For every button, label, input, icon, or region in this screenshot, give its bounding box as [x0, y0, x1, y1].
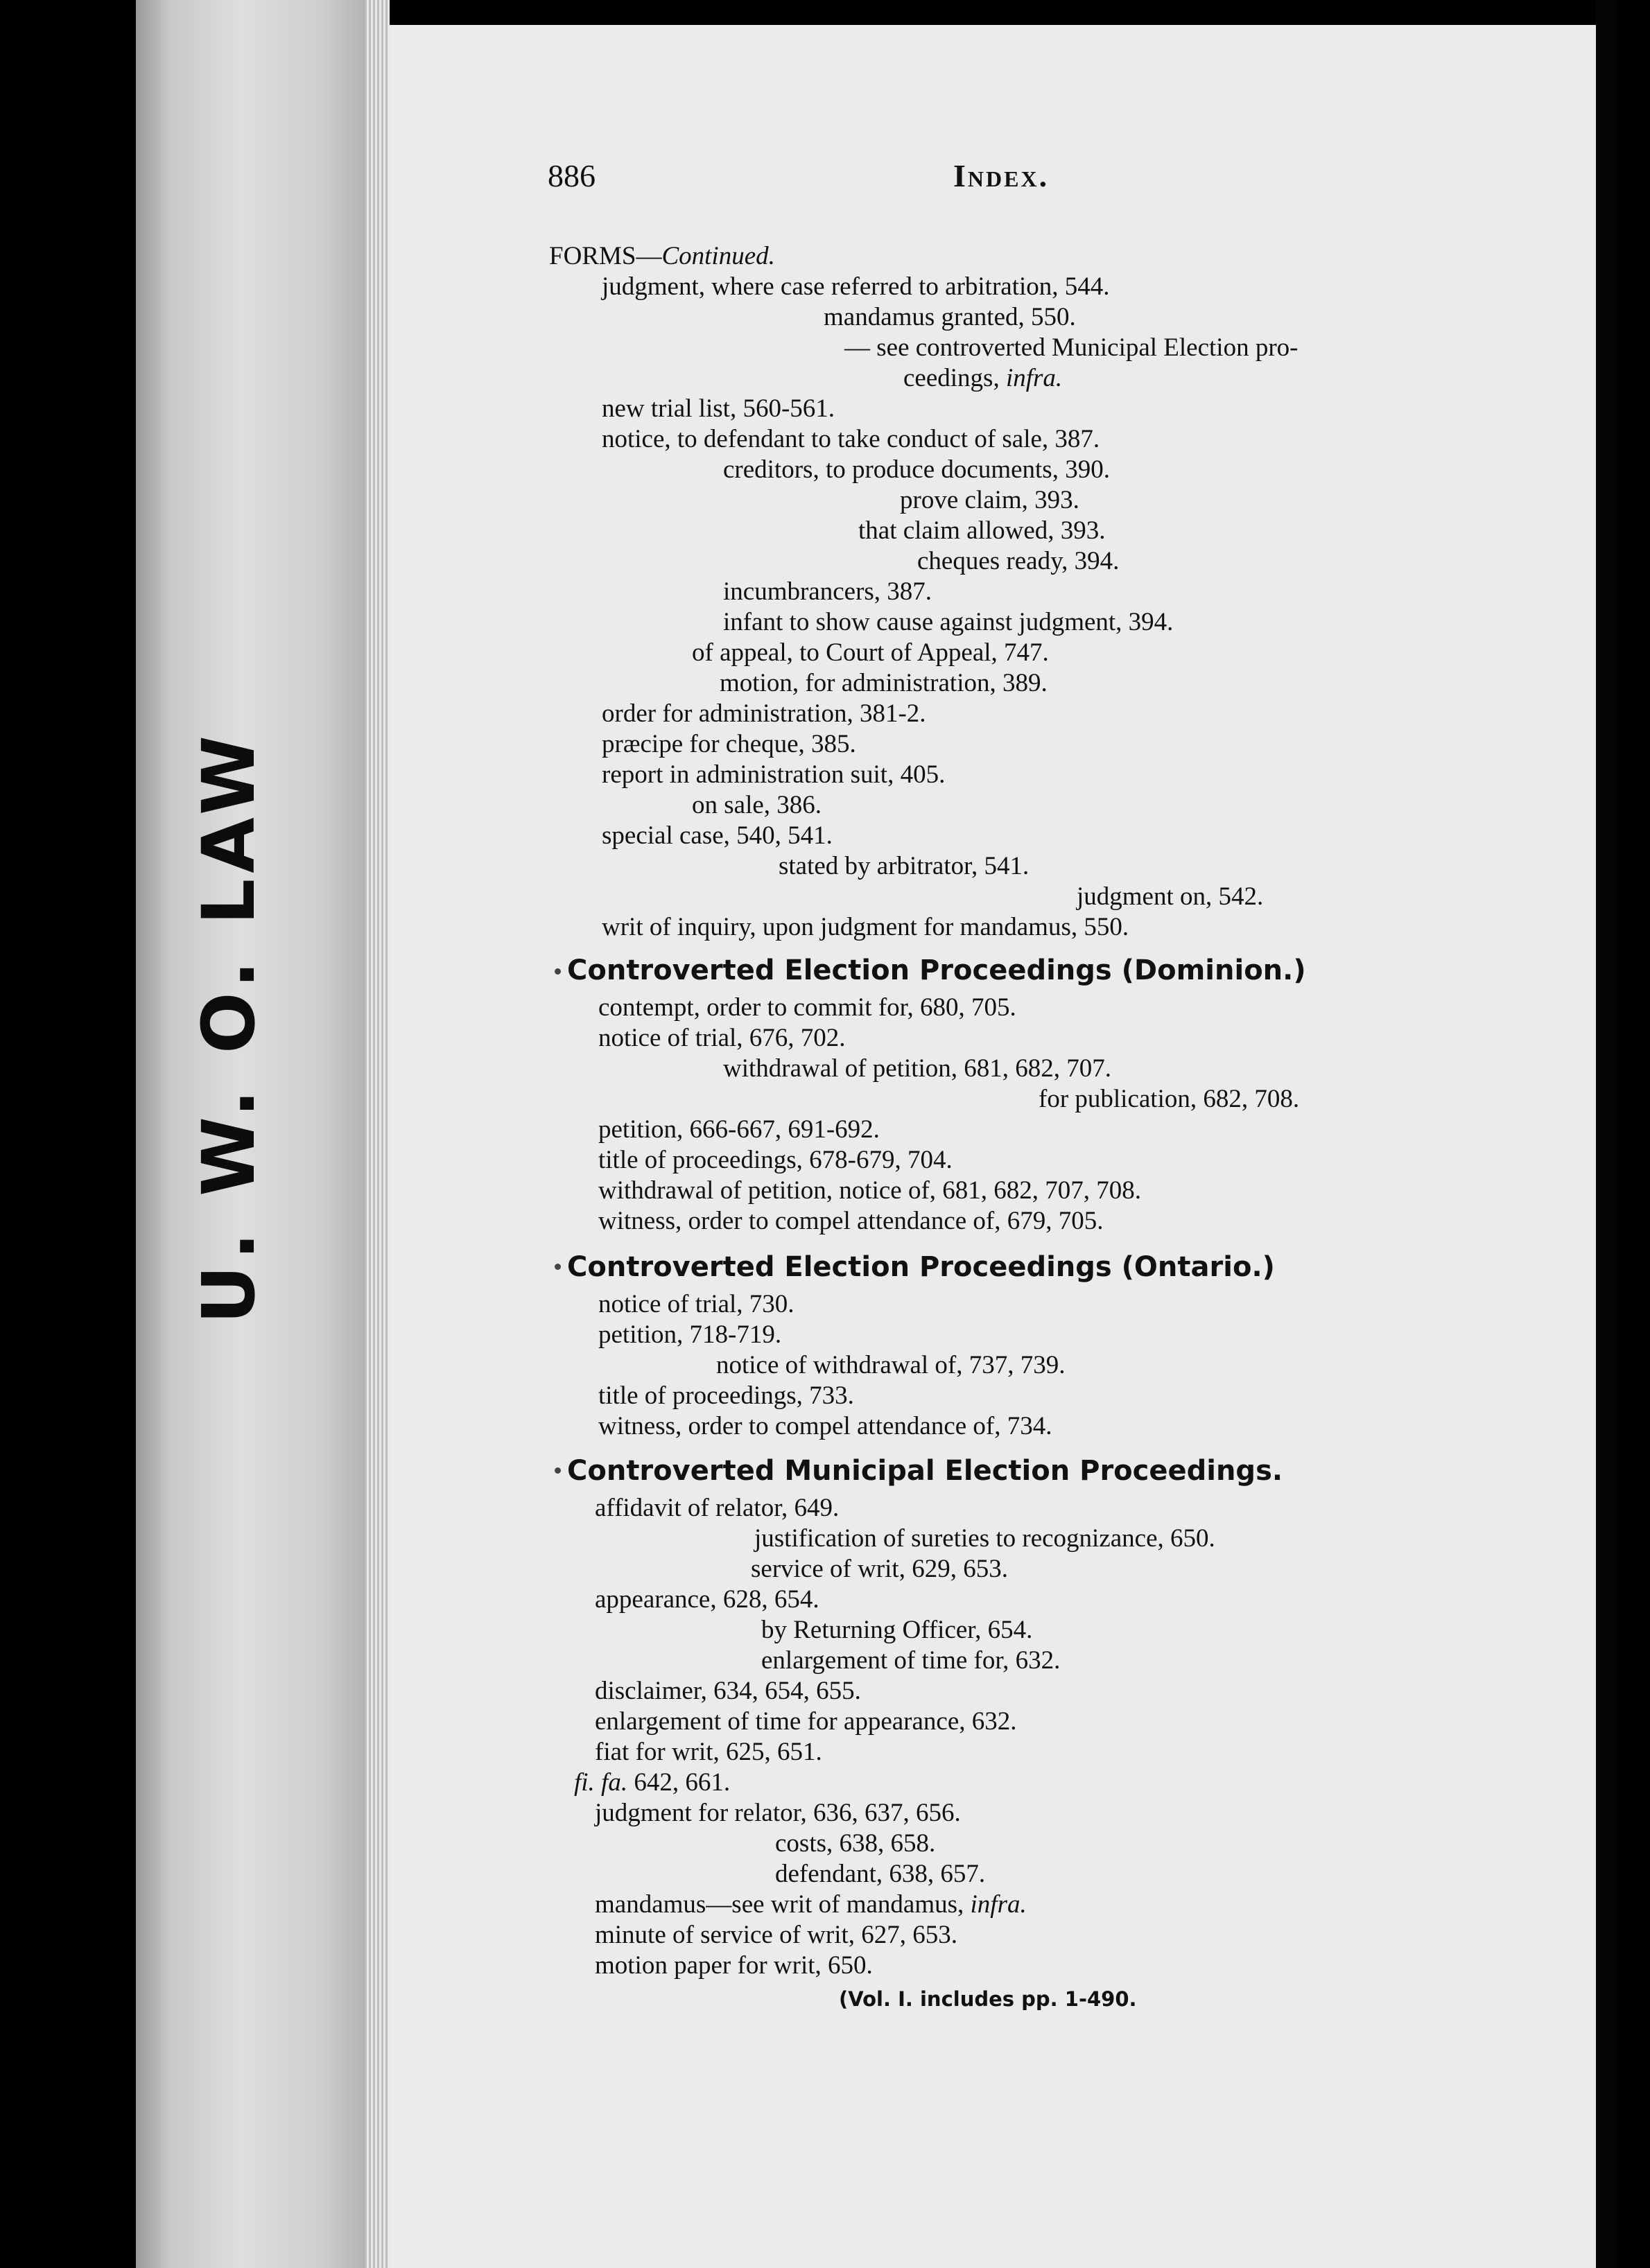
bullet-mark: [555, 1264, 561, 1270]
index-entry: [595, 1737, 822, 1768]
index-entry: [598, 1206, 1104, 1237]
index-entry: [598, 1320, 781, 1350]
entry-text: report in administration suit, 405.: [602, 760, 946, 789]
index-entry: [595, 1676, 861, 1707]
index-entry: [761, 1615, 1032, 1646]
entry-text: petition, 718-719.: [598, 1320, 782, 1349]
index-entry: [903, 363, 1062, 394]
entry-text: title of proceedings, 733.: [598, 1381, 854, 1410]
bullet-mark: [555, 1467, 561, 1474]
index-entry: [574, 1768, 730, 1798]
index-entry: [917, 546, 1119, 577]
entry-text: Controverted Election Proceedings (Dominion.): [567, 954, 1306, 986]
index-entry: [844, 333, 1298, 363]
stamp-text: U. W. O. LAW: [186, 730, 271, 1324]
entry-text: enlargement of time for, 632.: [761, 1646, 1061, 1675]
index-entry: [598, 993, 1016, 1023]
index-entry: [761, 1646, 1060, 1676]
entry-text: prove claim, 393.: [900, 486, 1079, 514]
entry-text: witness, order to compel attendance of, 734.: [598, 1412, 1052, 1440]
entry-text: judgment on, 542.: [1077, 882, 1264, 911]
entry-text: judgment, where case referred to arbitration, 544.: [602, 272, 1110, 301]
index-entry: [775, 1829, 935, 1859]
index-entry: [692, 790, 822, 821]
entry-text: incumbrancers, 387.: [723, 577, 932, 606]
entry-text: ceedings,: [903, 364, 1006, 392]
index-entry: [692, 638, 1049, 668]
entry-text: order for administration, 381-2.: [602, 699, 926, 728]
library-stamp: [186, 730, 271, 1324]
entry-text: petition, 666-667, 691-692.: [598, 1115, 880, 1144]
index-entry: [751, 1554, 1008, 1585]
entry-text: mandamus granted, 550.: [824, 303, 1076, 331]
index-entry: [595, 1493, 839, 1524]
entry-text: appearance, 628, 654.: [595, 1585, 819, 1614]
entry-text: affidavit of relator, 649.: [595, 1494, 840, 1522]
index-entry: [595, 1951, 873, 1981]
index-entry: [775, 1859, 985, 1890]
index-entry: [602, 272, 1110, 302]
index-entry: [900, 485, 1079, 516]
index-entry: [598, 1289, 794, 1320]
entry-text: that claim allowed, 393.: [858, 516, 1106, 545]
entry-text: by Returning Officer, 654.: [761, 1616, 1033, 1644]
italic-text: infra.: [1005, 364, 1063, 392]
index-entry: [602, 729, 856, 760]
entry-text: notice of trial, 730.: [598, 1290, 794, 1318]
section-heading: [567, 1250, 1275, 1284]
entry-text: — see controverted Municipal Election pro-: [844, 333, 1299, 362]
index-entry: [723, 607, 1173, 638]
index-entry: [598, 1176, 1141, 1206]
entry-text: creditors, to produce documents, 390.: [723, 455, 1110, 484]
entry-text: judgment for relator, 636, 637, 656.: [595, 1799, 961, 1827]
entry-text: of appeal, to Court of Appeal, 747.: [692, 638, 1049, 667]
entry-text: fiat for writ, 625, 651.: [595, 1738, 822, 1766]
entry-text: cheques ready, 394.: [917, 547, 1120, 575]
entry-text: withdrawal of petition, notice of, 681, 682, 707, 708.: [598, 1176, 1142, 1205]
index-entry: [824, 302, 1076, 333]
index-entry: [595, 1890, 1027, 1920]
entry-text: costs, 638, 658.: [775, 1829, 936, 1858]
page-number: 886: [548, 158, 596, 193]
entry-text: special case, 540, 541.: [602, 821, 833, 850]
page-edges: [365, 0, 390, 2268]
italic-text: Continued.: [661, 242, 775, 270]
index-entry: [779, 851, 1029, 882]
entry-text: justification of sureties to recognizance, 650.: [754, 1524, 1215, 1553]
entry-text: infant to show cause against judgment, 394.: [723, 608, 1174, 636]
entry-text: præcipe for cheque, 385.: [602, 730, 856, 758]
index-entry: [602, 760, 945, 790]
italic-text: fi. fa.: [574, 1768, 628, 1797]
index-entry: [602, 394, 835, 424]
italic-text: infra.: [970, 1890, 1027, 1919]
entry-text: title of proceedings, 678-679, 704.: [598, 1146, 953, 1174]
index-entry: [723, 455, 1110, 485]
entry-text: notice, to defendant to take conduct of sale, 387.: [602, 425, 1100, 453]
index-entry: [595, 1707, 1017, 1737]
entry-text: motion paper for writ, 650.: [595, 1951, 873, 1980]
index-entry: [602, 699, 926, 729]
entry-text: enlargement of time for appearance, 632.: [595, 1707, 1017, 1736]
index-entry: [549, 241, 775, 272]
index-entry: [595, 1585, 819, 1615]
entry-text: writ of inquiry, upon judgment for mandamus, 550.: [602, 913, 1129, 941]
index-entry: [723, 577, 932, 607]
index-entry: [723, 1054, 1111, 1084]
index-entry: [716, 1350, 1066, 1381]
entry-text: motion, for administration, 389.: [720, 669, 1048, 697]
entry-text: defendant, 638, 657.: [775, 1860, 986, 1888]
index-entry: [598, 1381, 854, 1411]
entry-text: contempt, order to commit for, 680, 705.: [598, 993, 1016, 1022]
index-entry: [858, 516, 1106, 546]
footnote: (Vol. I. includes pp. 1-490.: [839, 1987, 1137, 2011]
entry-text: stated by arbitrator, 541.: [779, 852, 1030, 880]
entry-text: service of writ, 629, 653.: [751, 1555, 1008, 1583]
entry-text: notice of trial, 676, 702.: [598, 1024, 846, 1052]
index-entry: [754, 1524, 1215, 1554]
section-heading: [567, 954, 1306, 987]
page-title: Index.: [953, 158, 1050, 193]
bullet-mark: [555, 968, 561, 975]
entry-text: Controverted Election Proceedings (Ontario.): [567, 1251, 1275, 1283]
index-entry: [1077, 882, 1263, 912]
entry-text: new trial list, 560-561.: [602, 394, 835, 423]
index-entry: [720, 668, 1048, 699]
entry-text: 642, 661.: [627, 1768, 731, 1797]
entry-text: on sale, 386.: [692, 791, 822, 819]
entry-text: minute of service of writ, 627, 653.: [595, 1921, 958, 1949]
index-entry: [1039, 1084, 1299, 1115]
entry-text: witness, order to compel attendance of, 679, 705.: [598, 1207, 1104, 1235]
entry-text: for publication, 682, 708.: [1039, 1085, 1300, 1113]
entry-text: withdrawal of petition, 681, 682, 707.: [723, 1054, 1112, 1083]
index-entry: [598, 1115, 880, 1145]
entry-text: disclaimer, 634, 654, 655.: [595, 1677, 861, 1705]
index-entry: [598, 1411, 1052, 1442]
index-entry: [602, 424, 1100, 455]
entry-text: mandamus—see writ of mandamus,: [595, 1890, 971, 1919]
index-entry: [598, 1023, 846, 1054]
entry-text: FORMS—: [549, 242, 662, 270]
index-entry: [598, 1145, 953, 1176]
index-entry: [602, 912, 1129, 943]
index-entry: [595, 1798, 961, 1829]
section-heading: [567, 1454, 1283, 1488]
index-entry: [595, 1920, 957, 1951]
entry-text: notice of withdrawal of, 737, 739.: [716, 1351, 1066, 1379]
entry-text: Controverted Municipal Election Proceedings.: [567, 1455, 1283, 1487]
page-right-border: [1596, 0, 1617, 2268]
index-entry: [602, 821, 833, 851]
